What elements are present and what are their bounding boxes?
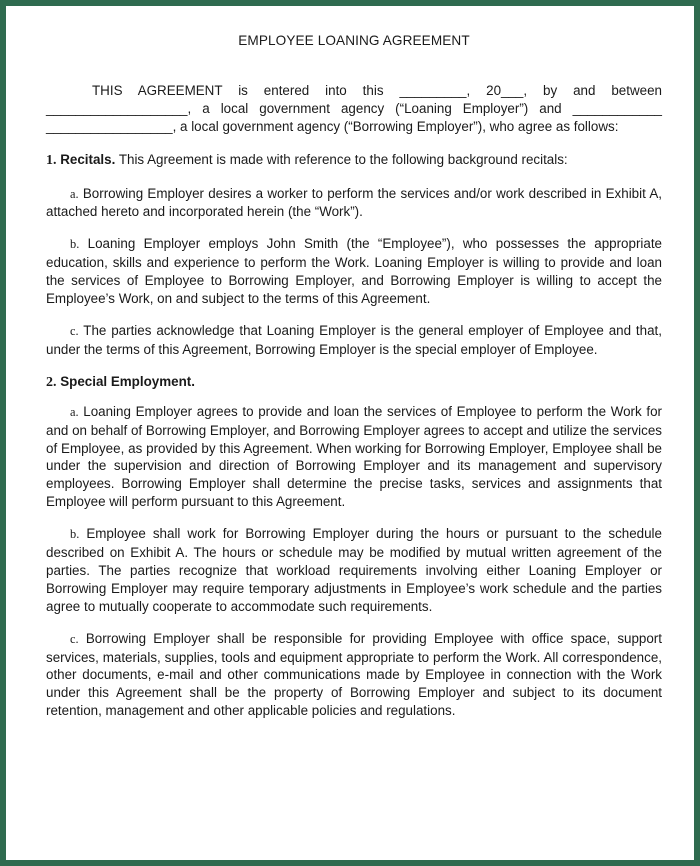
section-title: Special Employment. xyxy=(60,373,195,389)
special-employment-b xyxy=(46,525,662,616)
recital-a xyxy=(46,185,662,222)
section-number: 1. xyxy=(46,152,57,168)
special-employment-c xyxy=(46,630,662,721)
paragraph-marker: c. xyxy=(70,631,79,646)
paragraph-marker: a. xyxy=(70,404,79,419)
paragraph-marker: b. xyxy=(70,527,80,542)
document-title: EMPLOYEE LOANING AGREEMENT xyxy=(238,33,470,48)
document-page xyxy=(46,32,662,734)
section-number: 2. xyxy=(46,374,57,390)
special-employment-a xyxy=(46,403,662,511)
section-special-employment-heading xyxy=(46,373,662,392)
recital-c xyxy=(46,322,662,359)
section-recitals-heading xyxy=(46,151,662,170)
section-title: Recitals. xyxy=(60,151,116,167)
intro-paragraph: THIS AGREEMENT is entered into this _________, 20___, by and between ___________________, a local government agency (“Loaning Employer”) and ____________ _________________, a local government agency (“Borrowing Employer”), who agree as follows: xyxy=(46,82,662,134)
section-lead: This Agreement is made with reference to the following background recitals: xyxy=(118,151,568,167)
paragraph-text: The parties acknowledge that Loaning Employer is the general employer of Employee and that, under the terms of this Agreement, Borrowing Employer is the special employer of Employee. xyxy=(46,322,662,357)
paragraph-text: Loaning Employer employs John Smith (the “Employee”), who possesses the appropriate education, skills and experience to perform the Work. Loaning Employer is willing to provide and loan the services of Employee to Borrowing Employer, and Borrowing Employer is willing to accept the Employee’s Work, on and subject to the terms of this Agreement. xyxy=(46,236,663,307)
paragraph-marker: b. xyxy=(70,237,80,252)
paragraph-marker: a. xyxy=(70,186,79,201)
paragraph-marker: c. xyxy=(70,323,79,338)
paragraph-text: Borrowing Employer shall be responsible for providing Employee with office space, support services, materials, supplies, tools and equipment appropriate to perform the Work. All correspondence, other documents, e-mail and other communications made by Employee in connection with the Work under this Agreement shall be the property of Borrowing Employer and subject to its document retention, management and other applicable policies and regulations. xyxy=(46,630,662,719)
paragraph-text: Employee shall work for Borrowing Employer during the hours or pursuant to the schedule described on Exhibit A. The hours or schedule may be modified by mutual written agreement of the parties. The parties recognize that workload requirements involving either Loaning Employer or Borrowing Employer may require temporary adjustments in Employee’s work schedule and the parties agree to mutually cooperate to accommodate such requirements. xyxy=(46,526,662,614)
recital-b xyxy=(46,235,662,308)
paragraph-text: Borrowing Employer desires a worker to perform the services and/or work described in Exhibit A, attached hereto and incorporated herein (the “Work”). xyxy=(46,185,662,220)
paragraph-text: Loaning Employer agrees to provide and loan the services of Employee to perform the Work for and on behalf of Borrowing Employer, and Borrowing Employer agrees to accept and utilize the services of Employee, as provided by this Agreement. When working for Borrowing Employer, Employee shall be under the supervision and direction of Borrowing Employer and its management and supervisory employees. Borrowing Employer shall determine the precise tasks, services and assignments that Employee will perform pursuant to this Agreement. xyxy=(46,403,662,510)
